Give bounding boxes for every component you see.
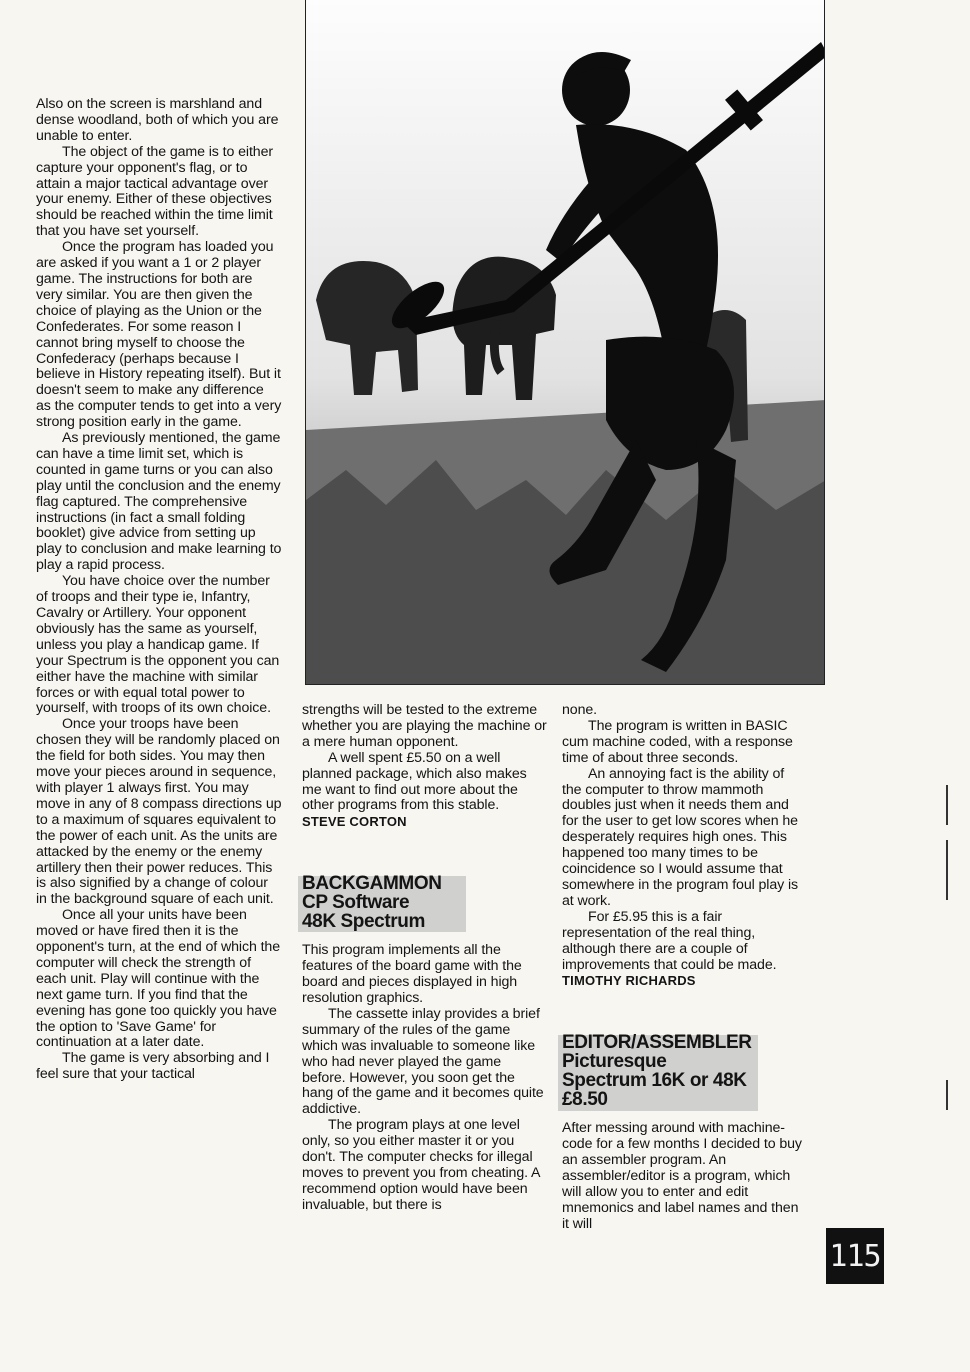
review-heading-editor-assembler [562,1033,802,1109]
paragraph: The object of the game is to either capture your opponent's flag, or to attain a major tactical advantage over your enemy. Either of these objectives should be reached within the time limit that you have set yourself. [36,143,274,240]
article-column-1 [36,97,282,1083]
reviewer-byline: TIMOTHY RICHARDS [562,973,696,989]
paragraph: This program implements all the features of the board game with the board and pieces displayed in high resolution graphics. [302,942,522,1006]
review-heading-backgammon [302,874,548,931]
page-edge-mark [946,1080,948,1110]
page-edge-mark [946,840,948,900]
photo-illustration [306,0,825,685]
review-title: EDITOR/ASSEMBLER [562,1032,752,1054]
paragraph: As previously mentioned, the game can have a time limit set, which is counted in game turns or you can also play until the conclusion and the enemy flag captured. The comprehensive instructions (in fact a small folding booklet) give advice from setting up play to conclusion and make learning to play a rapid process. [36,430,282,574]
article-column-3 [562,703,802,1233]
paragraph: Once your troops have been chosen they will be randomly placed on the field for both sides. You may then move your pieces around in sequence, with player 1 always first. You may move in any of 8 compass directions up to a maximum of squares equivalent to the power of each unit. As the units are attacked by the enemy or the enemy artillery then their power reduces. This is also signified by a change of colour in the background square of each unit. [36,716,282,908]
review-platform: 48K Spectrum [302,911,425,933]
soldier-photograph [305,0,825,685]
paragraph: A well spent £5.50 on a well planned package, which also makes me want to find out more about the other programs from this stable. [302,749,527,814]
paragraph: Also on the screen is marshland and dense woodland, both of which you are unable to enter. [36,96,279,144]
review-price: £8.50 [562,1089,608,1111]
paragraph: The game is very absorbing and I feel sure that your tactical [36,1050,270,1083]
page-number: 115 [826,1228,884,1284]
paragraph: The program is written in BASIC cum machine coded, with a response time of about three seconds. [562,717,793,766]
review-platform: Spectrum 16K or 48K [562,1070,747,1092]
paragraph: strengths will be tested to the extreme whether you are playing the machine or a mere human opponent. [302,702,547,750]
paragraph: For £5.95 this is a fair representation of the real thing, although there are a couple of improvements that could be made. [562,908,777,973]
paragraph: You have choice over the number of troops and their type ie, Infantry, Cavalry or Artillery. Your opponent obviously has the same as yourself, unless you play a handicap game. If your Spectrum is the opponent you can either have the machine with similar forces or with equal total power to yourself, with troops of its own choice. [36,573,280,717]
paragraph: Once all your units have been moved or have fired then it is the opponent's turn, at the end of which the computer will check the strength of each unit. Play will continue with the next game turn. If you find that the evening has gone too quickly you have the option to 'Save Game' for continuation at a later date. [36,907,281,1051]
review-title: BACKGAMMON [302,873,442,895]
review-publisher: CP Software [302,892,410,914]
paragraph: Once the program has loaded you are asked if you want a 1 or 2 player game. The instructions for both are very similar. You are then given the choice of playing as the Union or the Confederates. For some reason I cannot bring myself to choose the Confederacy (perhaps because I believe in History repeating itself). But it doesn't seem to make any difference as the computer tends to get into a very strong position early in the game. [36,239,282,431]
paragraph: After messing around with machine-code for a few months I decided to buy an assembler program. An assembler/editor is a program, which will allow you to enter and edit mnemonics and label names and then it will [562,1120,802,1232]
paragraph: An annoying fact is the ability of the computer to throw mammoth doubles just when it needs them and for the user to get low scores when he desperately requires high ones. This happened too many times to be coincidence so I would assume that somewhere in the program foul play is at work. [562,765,799,909]
reviewer-byline: STEVE CORTON [302,814,407,830]
paragraph: none. [562,702,598,718]
article-column-2 [302,703,548,1214]
paragraph: The program plays at one level only, so you either master it or you don't. The computer checks for illegal moves to prevent you from cheating. A recommend option would have been invaluable, but there is [302,1117,540,1213]
review-publisher: Picturesque [562,1051,667,1073]
page-edge-mark [946,785,948,825]
paragraph: The cassette inlay provides a brief summary of the rules of the game which was invaluable to someone like who had never played the game before. However, you soon get the hang of the game and it becomes quite addictive. [302,1005,544,1118]
